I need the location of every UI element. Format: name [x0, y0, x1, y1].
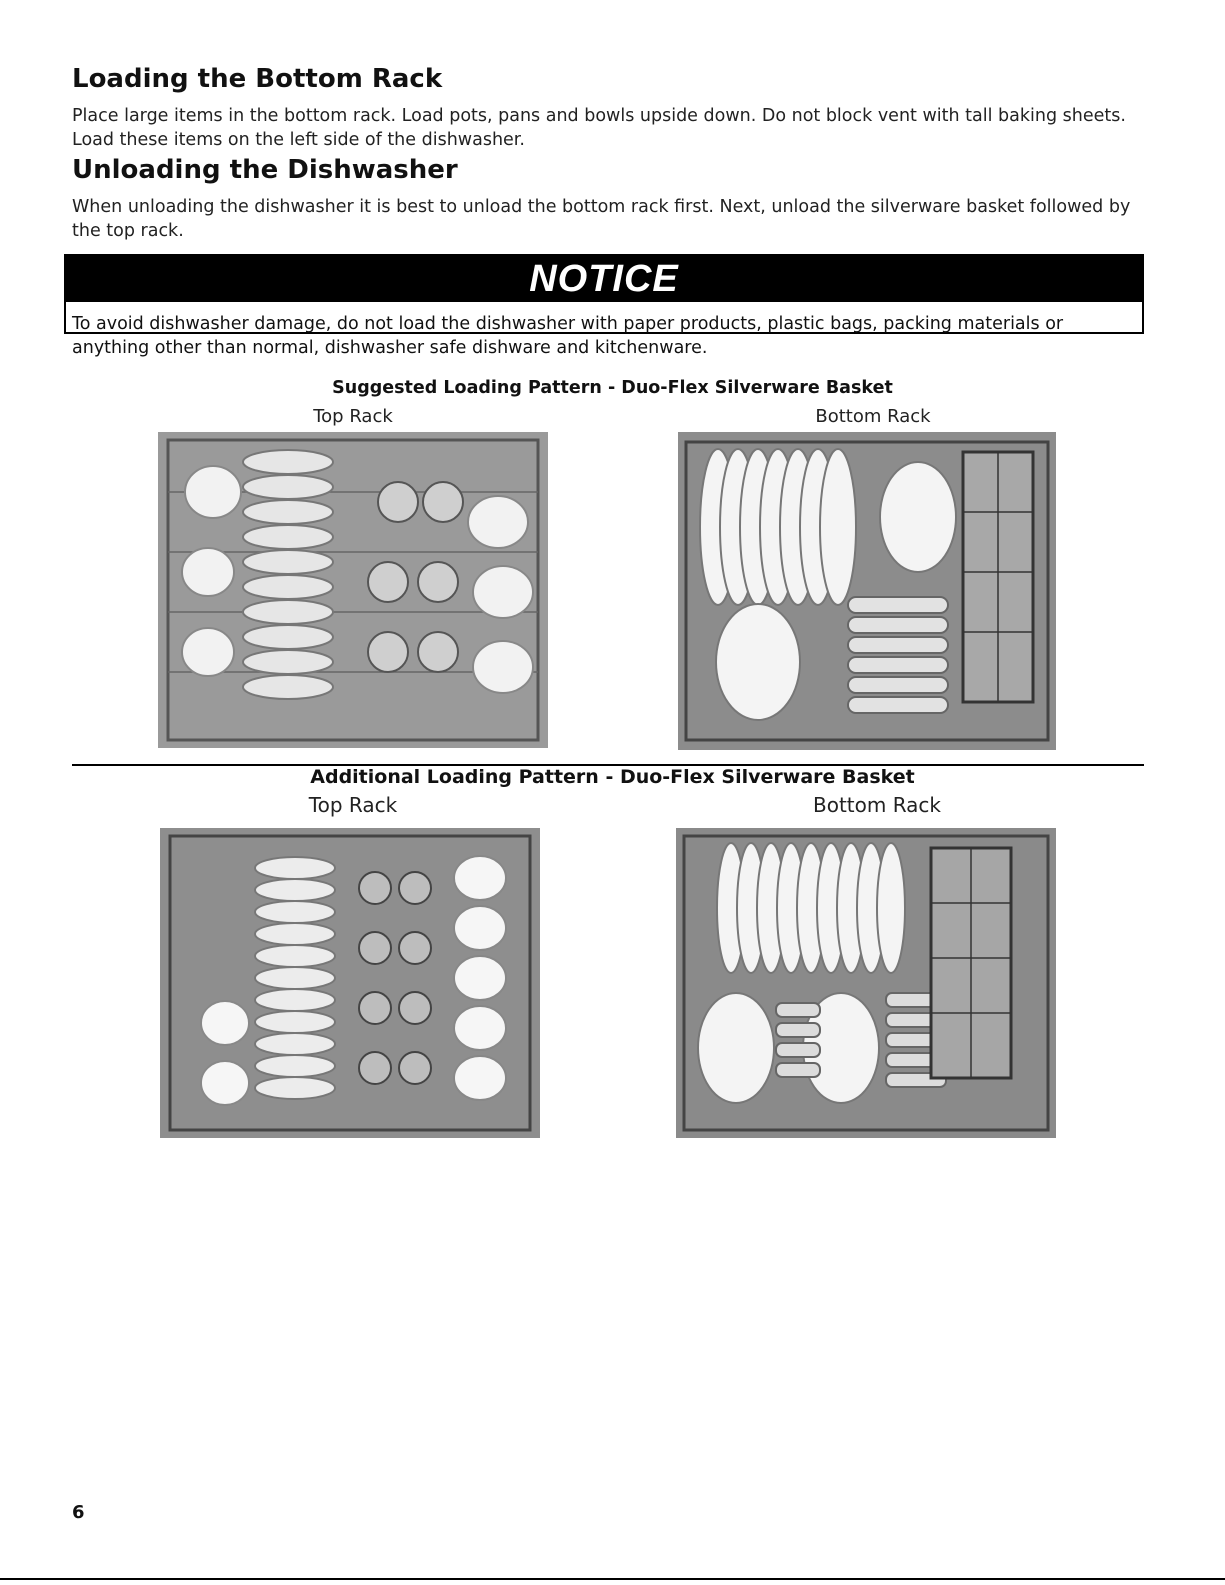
- suggested-bottom-rack-photo: [678, 432, 1056, 750]
- additional-top-rack-photo: [160, 828, 540, 1138]
- paragraph-unloading-dishwasher: When unloading the dishwasher it is best to unload the bottom rack first. Next, unload the silverware basket followed by the top rack.: [72, 197, 1131, 241]
- additional-bottom-rack-label: Bottom Rack: [812, 793, 941, 817]
- footer-rule: [0, 1578, 1225, 1580]
- notice-text: To avoid dishwasher damage, do not load the dishwasher with paper products, plastic bags, packing materials or anything other than normal, dishwasher safe dishware and kitchenware.: [72, 314, 1064, 358]
- additional-pattern-title: Additional Loading Pattern - Duo-Flex Silverware Basket: [310, 766, 915, 788]
- paragraph-loading-bottom-rack: Place large items in the bottom rack. Load pots, pans and bowls upside down. Do not block vent with tall baking sheets. Load these items on the left side of the dishwasher.: [72, 106, 1126, 150]
- additional-top-rack-label: Top Rack: [308, 793, 398, 817]
- notice-banner: [66, 256, 1142, 302]
- heading-loading-bottom-rack: Loading the Bottom Rack: [72, 64, 443, 94]
- suggested-top-rack-photo: [158, 432, 548, 748]
- page-number: 6: [72, 1502, 85, 1523]
- suggested-top-rack-label: Top Rack: [313, 406, 393, 427]
- heading-unloading-dishwasher: Unloading the Dishwasher: [72, 155, 458, 185]
- notice-box: [64, 254, 1144, 358]
- notice-title: NOTICE: [529, 257, 679, 300]
- suggested-pattern-title: Suggested Loading Pattern - Duo-Flex Silverware Basket: [332, 378, 893, 398]
- additional-bottom-rack-photo: [676, 828, 1056, 1138]
- suggested-bottom-rack-label: Bottom Rack: [815, 406, 931, 427]
